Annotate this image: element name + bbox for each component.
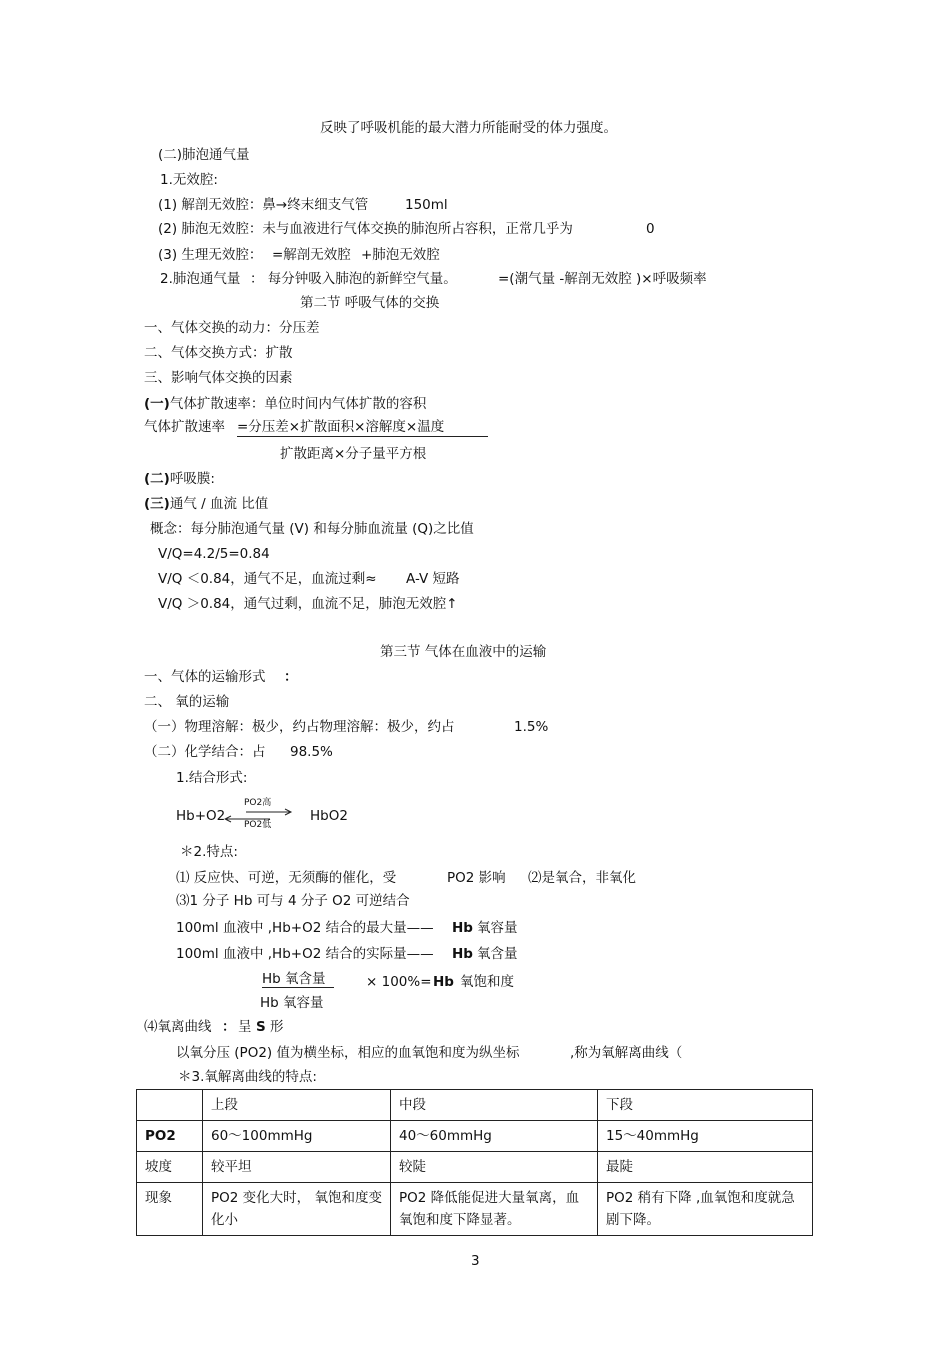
table-cell: 坡度 <box>137 1152 203 1183</box>
text-line: 氧饱和度 <box>460 974 514 990</box>
text-line: ⑵是氧合，非氧化 <box>528 870 636 886</box>
text-line: ,称为氧解离曲线（ <box>570 1045 683 1061</box>
text-line: 98.5% <box>290 744 333 760</box>
text-line: 二、气体交换方式：扩散 <box>144 345 293 361</box>
text-line: (3) 生理无效腔： <box>158 247 263 263</box>
text-line: 氧含量 <box>477 946 518 962</box>
text-line: 二、 氧的运输 <box>144 694 230 710</box>
text-line <box>144 470 215 488</box>
text-line: 2.肺泡通气量 <box>160 271 241 287</box>
table-row <box>137 1152 813 1183</box>
table-cell: 现象 <box>137 1183 203 1236</box>
arrow-label-bottom: PO2低 <box>244 820 272 830</box>
text-line: +肺泡无效腔 <box>361 247 440 263</box>
text-line: V/Q ＜0.84，通气不足，血流过剩≈ <box>158 571 377 587</box>
arrow-label-top: PO2高 <box>244 798 272 808</box>
enum-marker: (一) <box>144 396 170 412</box>
text-line <box>144 495 268 513</box>
table-header-row <box>137 1090 813 1121</box>
text-line: 气体扩散速率 <box>144 419 225 435</box>
text-line: (1) 解剖无效腔：鼻→终末细支气管 <box>158 197 369 213</box>
text-line: ： 每分钟吸入肺泡的新鲜空气量。 <box>250 271 457 287</box>
table-cell: PO2 <box>137 1121 203 1152</box>
enum-marker: (二) <box>144 471 170 487</box>
text-line: 150ml <box>405 197 448 213</box>
table-cell: PO2 降低能促进大量氧离，血氧饱和度下降显著。 <box>391 1183 598 1236</box>
text-line: ： <box>284 669 298 685</box>
text-line: (2) 肺泡无效腔：未与血液进行气体交换的肺泡所占容积，正常几乎为 <box>158 221 573 237</box>
table-cell: 15～40mmHg <box>598 1121 813 1152</box>
text-line: × 100%= <box>366 974 432 990</box>
section-title: 第三节 气体在血液中的运输 <box>380 644 547 660</box>
section-heading: (二)肺泡通气量 <box>158 147 250 163</box>
text-line: 三、影响气体交换的因素 <box>144 370 293 386</box>
text-line: Hb <box>452 946 473 962</box>
text-span: 呼吸膜: <box>169 471 215 487</box>
text-line: 0 <box>646 221 655 237</box>
text-line: V/Q=4.2/5=0.84 <box>158 546 270 562</box>
table-row <box>137 1183 813 1236</box>
text-line: 一、气体交换的动力：分压差 <box>144 320 320 336</box>
text-line: 1.无效腔: <box>160 172 218 188</box>
text-line: 氧容量 <box>477 920 518 936</box>
text-line: ⑴ 反应快、可逆，无须酶的催化，受 <box>176 870 397 886</box>
text-line: 呈 <box>238 1019 252 1035</box>
text-line: Hb <box>433 974 454 990</box>
text-line: 1.5% <box>514 719 549 735</box>
table-cell: PO2 稍有下降 ,血氧饱和度就急剧下降。 <box>598 1183 813 1236</box>
text-line: ＊2.特点: <box>180 844 238 860</box>
section-title: 第二节 呼吸气体的交换 <box>300 295 440 311</box>
text-line: 以氧分压 (PO2) 值为横坐标，相应的血氧饱和度为纵坐标 <box>176 1045 520 1061</box>
page-number: 3 <box>471 1253 480 1269</box>
text-line: 100ml 血液中 ,Hb+O2 结合的实际量—— <box>176 946 434 962</box>
enum-marker: (三) <box>144 496 170 512</box>
text-line: =解剖无效腔 <box>272 247 351 263</box>
fraction-bar <box>237 436 488 437</box>
text-line: ⑶1 分子 Hb 可与 4 分子 O2 可逆结合 <box>176 893 410 909</box>
table-row <box>137 1121 813 1152</box>
text-line: 1.结合形式: <box>176 770 248 786</box>
formula-denominator: 扩散距离×分子量平方根 <box>280 446 427 462</box>
fraction-numerator: Hb 氧含量 <box>262 971 326 987</box>
text-line: PO2 影响 <box>447 870 506 886</box>
fraction-bar <box>262 987 334 988</box>
text-line: 概念：每分肺泡通气量 (V) 和每分肺血流量 (Q)之比值 <box>150 521 474 537</box>
text-line <box>144 395 426 413</box>
table-cell <box>137 1090 203 1121</box>
equation-right: HbO2 <box>310 808 348 824</box>
table-cell: 较平坦 <box>203 1152 391 1183</box>
fraction-denominator: Hb 氧容量 <box>260 995 324 1011</box>
text-line: 100ml 血液中 ,Hb+O2 结合的最大量—— <box>176 920 434 936</box>
text-line: （二）化学结合：占 <box>144 744 266 760</box>
text-line: V/Q ＞0.84，通气过剩，血流不足，肺泡无效腔↑ <box>158 596 458 612</box>
oxygen-curve-table <box>136 1089 813 1236</box>
text-line: Hb <box>452 920 473 936</box>
table-cell: 40～60mmHg <box>391 1121 598 1152</box>
table-cell: 下段 <box>598 1090 813 1121</box>
text-line: ： <box>222 1019 236 1035</box>
text-line: 一、气体的运输形式 <box>144 669 266 685</box>
text-span: 气体扩散速率：单位时间内气体扩散的容积 <box>169 396 427 412</box>
table-cell: 最陡 <box>598 1152 813 1183</box>
text-line: ⑷氧离曲线 <box>144 1019 212 1035</box>
table-cell: 上段 <box>203 1090 391 1121</box>
text-line: 形 <box>270 1019 284 1035</box>
table-cell: 较陡 <box>391 1152 598 1183</box>
table-cell: 中段 <box>391 1090 598 1121</box>
text-span: 通气 / 血流 比值 <box>169 496 269 512</box>
text-line: =(潮气量 -解剖无效腔 )×呼吸频率 <box>498 271 707 287</box>
text-line: A-V 短路 <box>406 571 460 587</box>
formula-numerator: =分压差×扩散面积×溶解度×温度 <box>237 419 445 435</box>
table-cell: 60～100mmHg <box>203 1121 391 1152</box>
equation-left: Hb+O2 <box>176 808 226 824</box>
text-line: 反映了呼吸机能的最大潜力所能耐受的体力强度。 <box>320 120 617 136</box>
text-line: ＊3.氧解离曲线的特点: <box>178 1069 317 1085</box>
text-line: S <box>256 1019 266 1035</box>
text-line: （一）物理溶解：极少，约占物理溶解：极少，约占 <box>144 719 455 735</box>
table-cell: PO2 变化大时， 氧饱和度变化小 <box>203 1183 391 1236</box>
